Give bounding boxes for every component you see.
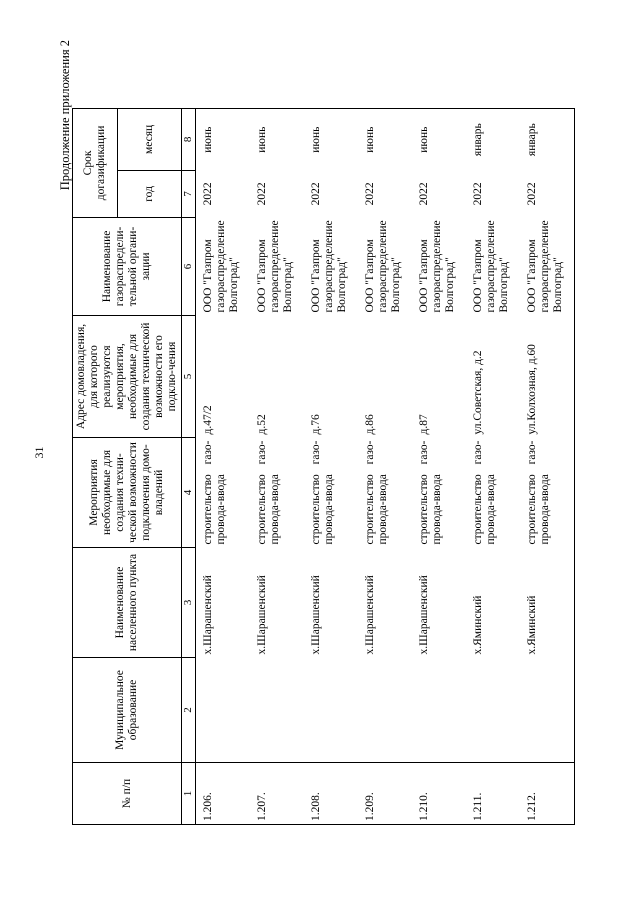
org-line: ООО "Газпром [418, 239, 430, 313]
column-number-row [182, 108, 196, 824]
cell-address: д.76 [310, 414, 322, 435]
page-number: 31 [32, 446, 46, 459]
cell-month: январь [520, 108, 575, 170]
header-settlement: Наименование населенного пункта [73, 548, 182, 658]
cell-municipality [466, 658, 520, 763]
cell-organization [250, 217, 304, 315]
header-row [73, 108, 118, 824]
cell-address: д.47/2 [202, 405, 214, 435]
org-line: ООО "Газпром [364, 239, 376, 313]
cell-measure [520, 438, 575, 548]
org-line: Волгоград" [336, 257, 348, 313]
column-number: 7 [182, 170, 196, 217]
org-line: газораспределение [377, 220, 389, 313]
cell-municipality [250, 658, 304, 763]
cell-address: д.86 [364, 414, 376, 435]
cell-month: июнь [412, 108, 466, 170]
org-line: Волгоград" [552, 257, 564, 313]
cell-no: 1.211. [466, 763, 520, 825]
column-number: 5 [182, 316, 196, 438]
cell-municipality [412, 658, 466, 763]
table-row [520, 108, 575, 824]
org-line: ООО "Газпром [256, 239, 268, 313]
cell-address: д.52 [256, 414, 268, 435]
org-line: газораспределение [323, 220, 335, 313]
column-number: 4 [182, 438, 196, 548]
cell-no: 1.207. [250, 763, 304, 825]
measure-line: строительство газо- [472, 440, 484, 545]
cell-municipality [520, 658, 575, 763]
org-line: ООО "Газпром [310, 239, 322, 313]
cell-municipality [358, 658, 412, 763]
measure-line: провода-ввода [485, 474, 497, 545]
org-line: Волгоград" [228, 257, 240, 313]
measure-line: строительство газо- [202, 440, 214, 545]
header-address: Адрес домовладения, для которого реализуются мероприятия, необходимые для создания технической возможности его подклю-чения [73, 316, 182, 438]
measure-line: строительство газо- [256, 440, 268, 545]
column-number: 8 [182, 108, 196, 170]
cell-measure [250, 438, 304, 548]
cell-organization [196, 217, 251, 315]
cell-no: 1.208. [304, 763, 358, 825]
column-number: 2 [182, 658, 196, 763]
measure-line: строительство газо- [418, 440, 430, 545]
column-number: 6 [182, 217, 196, 315]
cell-municipality [304, 658, 358, 763]
org-line: газораспределение [269, 220, 281, 313]
cell-year: 2022 [520, 170, 575, 217]
cell-no: 1.210. [412, 763, 466, 825]
cell-month: июнь [250, 108, 304, 170]
cell-settlement: х.Шарашенский [256, 575, 268, 655]
header-deadline: Срок догазификации [73, 108, 118, 217]
org-line: ООО "Газпром [202, 239, 214, 313]
measure-line: провода-ввода [215, 474, 227, 545]
cell-address: д.87 [418, 414, 430, 435]
org-line: газораспределение [485, 220, 497, 313]
cell-year: 2022 [256, 182, 268, 206]
cell-measure [358, 438, 412, 548]
org-line: газораспределение [215, 220, 227, 313]
cell-settlement: х.Яминский [472, 595, 484, 655]
org-line: газораспределение [539, 220, 551, 313]
table-row [466, 108, 520, 824]
cell-no: 1.206. [196, 763, 251, 825]
cell-settlement: х.Шарашенский [310, 575, 322, 655]
cell-organization [520, 217, 575, 315]
cell-municipality [196, 658, 251, 763]
continuation-title: Продолжение приложения 2 [58, 40, 72, 191]
header-year: год [118, 170, 182, 217]
cell-settlement: х.Шарашенский [364, 575, 376, 655]
cell-month: июнь [304, 108, 358, 170]
header-month: месяц [118, 108, 182, 170]
cell-organization [304, 217, 358, 315]
cell-year: 2022 [418, 182, 430, 206]
cell-address: ул.Колхозная, д.60 [520, 316, 575, 438]
org-line: ООО "Газпром [526, 239, 538, 313]
column-number: 1 [182, 763, 196, 825]
cell-organization [412, 217, 466, 315]
cell-measure [412, 438, 466, 548]
measure-line: строительство газо- [310, 440, 322, 545]
org-line: Волгоград" [444, 257, 456, 313]
cell-settlement: х.Яминский [520, 548, 575, 658]
cell-measure [466, 438, 520, 548]
cell-year: 2022 [472, 182, 484, 206]
table-row [304, 108, 358, 824]
column-number: 3 [182, 548, 196, 658]
table-row [196, 108, 251, 824]
cell-measure [304, 438, 358, 548]
header-municipality: Муниципальное образование [73, 658, 182, 763]
org-line: ООО "Газпром [472, 239, 484, 313]
table-row [250, 108, 304, 824]
cell-settlement: х.Шарашенский [202, 575, 214, 655]
cell-year: 2022 [364, 182, 376, 206]
org-line: Волгоград" [390, 257, 402, 313]
header-measures: Мероприятия необходимые для создания техни-ческой возможности подключения домо-владений [73, 438, 182, 548]
org-line: Волгоград" [282, 257, 294, 313]
cell-year: 2022 [202, 182, 214, 206]
cell-organization [466, 217, 520, 315]
gasification-table [72, 108, 575, 825]
measure-line: строительство газо- [526, 440, 538, 545]
org-line: газораспределение [431, 220, 443, 313]
measure-line: провода-ввода [539, 474, 551, 545]
cell-month: июнь [196, 108, 251, 170]
table-row [358, 108, 412, 824]
table-row [412, 108, 466, 824]
measure-line: провода-ввода [323, 474, 335, 545]
cell-settlement: х.Шарашенский [418, 575, 430, 655]
header-no: № п/п [73, 763, 182, 825]
measure-line: провода-ввода [431, 474, 443, 545]
cell-measure [196, 438, 251, 548]
cell-month: январь [466, 108, 520, 170]
cell-month: июнь [358, 108, 412, 170]
cell-year: 2022 [310, 182, 322, 206]
measure-line: провода-ввода [269, 474, 281, 545]
cell-no: 1.212. [520, 763, 575, 825]
org-line: Волгоград" [498, 257, 510, 313]
cell-address: ул.Советская, д.2 [472, 350, 484, 435]
cell-no: 1.209. [358, 763, 412, 825]
measure-line: провода-ввода [377, 474, 389, 545]
header-distributor: Наименование газораспредели-тельной органи-зации [73, 217, 182, 315]
cell-organization [358, 217, 412, 315]
measure-line: строительство газо- [364, 440, 376, 545]
